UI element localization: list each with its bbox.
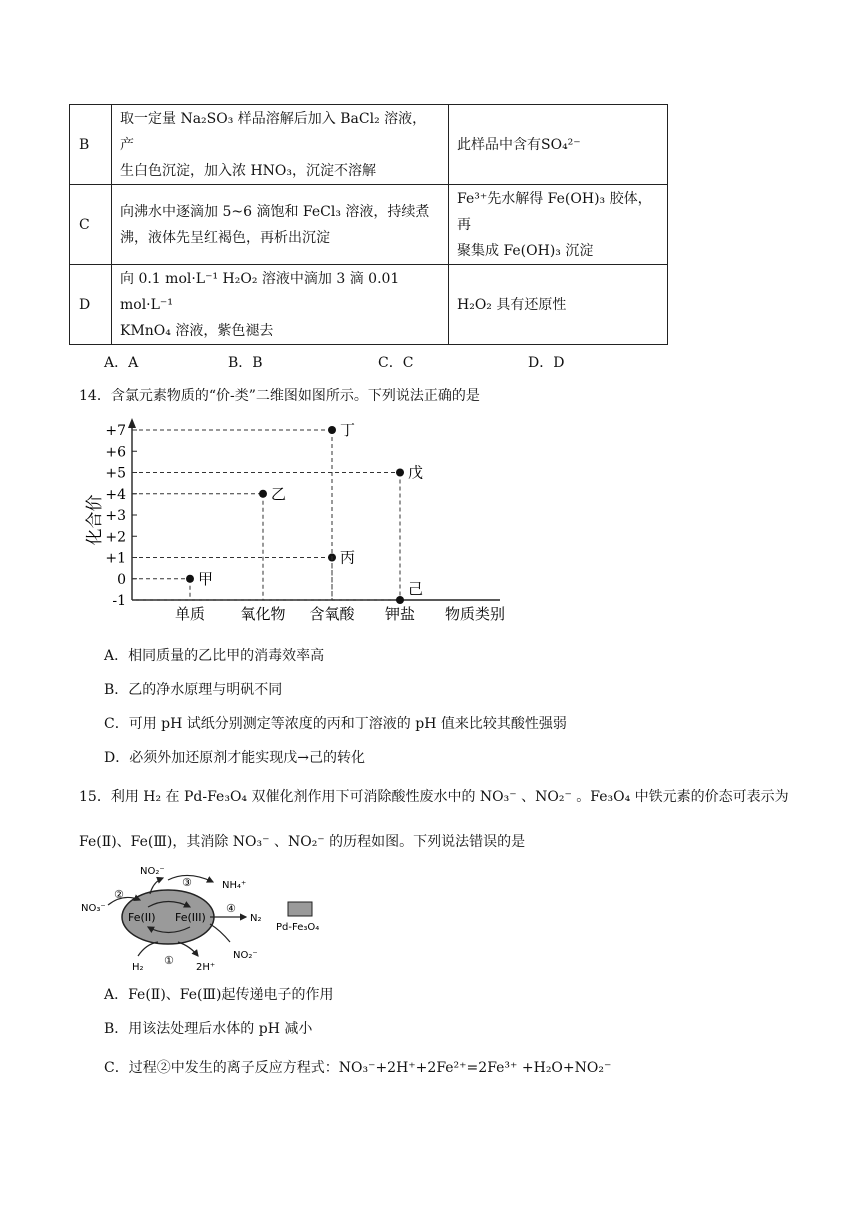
- operation-line: 取一定量 Na₂SO₃ 样品溶解后加入 BaCl₂ 溶液，产: [120, 110, 427, 153]
- y-axis-label: 化合价: [85, 494, 105, 546]
- mechanism-diagram: [78, 860, 348, 975]
- x-tick-label: 含氧酸: [309, 605, 355, 623]
- table-row: [70, 265, 668, 345]
- step4-label: ④: [226, 902, 236, 915]
- y-tick-label: +6: [105, 444, 126, 461]
- operation-cell: [112, 105, 449, 185]
- x-tick-label: 氧化物: [240, 605, 286, 623]
- q14-stem: 14．含氯元素物质的“价-类”二维图如图所示。下列说法正确的是: [79, 388, 480, 404]
- no2-bottom-label: NO₂⁻: [233, 950, 258, 961]
- q15-stem-line2: Fe(Ⅱ)、Fe(Ⅲ)，其消除 NO₃⁻ 、NO₂⁻ 的历程如图。下列说法错误的是: [79, 834, 526, 850]
- q14-choice-a[interactable]: A．相同质量的乙比甲的消毒效率高: [104, 648, 325, 664]
- conclusion-line: H₂O₂ 具有还原性: [457, 296, 567, 313]
- y-tick-label: +1: [105, 550, 126, 567]
- q14-choice-b[interactable]: B．乙的净水原理与明矾不同: [104, 682, 283, 698]
- option-a[interactable]: A．A: [104, 355, 139, 371]
- y-tick-label: -1: [112, 593, 126, 609]
- operation-cell: [112, 185, 449, 265]
- point-label: 乙: [271, 484, 287, 503]
- h2-label: H₂: [132, 962, 144, 973]
- operation-line: KMnO₄ 溶液，紫色褪去: [120, 322, 274, 339]
- data-point: [186, 575, 194, 583]
- row-label: D: [70, 265, 112, 345]
- option-b[interactable]: B．B: [228, 355, 263, 371]
- conclusion-line: 聚集成 Fe(OH)₃ 沉淀: [457, 242, 594, 259]
- q15-choice-a[interactable]: A．Fe(Ⅱ)、Fe(Ⅲ)起传递电子的作用: [104, 987, 334, 1003]
- fe3-label: Fe(III): [175, 911, 206, 924]
- table-row: [70, 105, 668, 185]
- y-tick-label: 0: [117, 571, 126, 588]
- data-point: [328, 426, 336, 434]
- row-label: C: [70, 185, 112, 265]
- n2-label: N₂: [250, 913, 262, 924]
- no3-label: NO₃⁻: [81, 903, 106, 914]
- experiment-table: [69, 104, 668, 345]
- h2-arrow: [138, 942, 158, 956]
- data-point: [396, 596, 404, 604]
- y-axis-arrowhead: [128, 418, 136, 428]
- y-tick-label: +7: [105, 423, 126, 439]
- point-label: 甲: [198, 569, 214, 588]
- no2-top-label: NO₂⁻: [140, 866, 165, 877]
- point-label: 己: [408, 580, 424, 598]
- table-row: [70, 185, 668, 265]
- step2-label: ②: [114, 888, 124, 901]
- option-c[interactable]: C．C: [378, 355, 414, 371]
- valence-class-chart: [80, 410, 520, 625]
- data-point: [396, 469, 404, 477]
- conclusion-cell: [449, 265, 668, 345]
- operation-line: 向沸水中逐滴加 5~6 滴饱和 FeCl₃ 溶液，持续煮: [120, 203, 430, 220]
- operation-line: 沸，液体先呈红褐色，再析出沉淀: [120, 229, 330, 246]
- h-plus-label: 2H⁺: [196, 962, 216, 973]
- row-label: B: [70, 105, 112, 185]
- q14-choice-c[interactable]: C．可用 pH 试纸分别测定等浓度的丙和丁溶液的 pH 值来比较其酸性强弱: [104, 716, 567, 732]
- y-tick-label: +3: [105, 508, 126, 524]
- y-tick-label: +4: [105, 486, 126, 503]
- x-tick-label: 钾盐: [384, 605, 416, 623]
- data-point: [259, 490, 267, 498]
- no2-in-arrow: [210, 924, 230, 942]
- point-label: 戊: [408, 463, 424, 482]
- q15-stem-line1: 15．利用 H₂ 在 Pd-Fe₃O₄ 双催化剂作用下可消除酸性废水中的 NO₃⁻ 、NO₂⁻ 。Fe₃O₄ 中铁元素的价态可表示为: [79, 789, 789, 805]
- conclusion-line: Fe³⁺先水解得 Fe(OH)₃ 胶体，再: [457, 190, 652, 233]
- operation-cell: [112, 265, 449, 345]
- option-d[interactable]: D．D: [528, 355, 565, 371]
- step1-label: ①: [164, 954, 174, 967]
- conclusion-cell: [449, 105, 668, 185]
- q15-choice-c[interactable]: C．过程②中发生的离子反应方程式：NO₃⁻+2H⁺+2Fe²⁺=2Fe³⁺ +H₂O+NO₂⁻: [104, 1060, 612, 1076]
- q14-choice-d[interactable]: D．必须外加还原剂才能实现戊→己的转化: [104, 750, 365, 766]
- y-tick-label: +2: [105, 529, 126, 546]
- y-tick-label: +5: [105, 465, 126, 482]
- conclusion-cell: [449, 185, 668, 265]
- legend-label: Pd-Fe₃O₄: [276, 922, 320, 933]
- point-label: 丙: [340, 548, 356, 567]
- q15-choice-b[interactable]: B．用该法处理后水体的 pH 减小: [104, 1021, 313, 1037]
- step1-arrow: [178, 942, 198, 956]
- conclusion-line: 此样品中含有SO₄²⁻: [457, 136, 581, 153]
- fe2-label: Fe(II): [128, 911, 156, 924]
- x-axis-label: 物质类别: [444, 605, 506, 623]
- operation-line: 向 0.1 mol·L⁻¹ H₂O₂ 溶液中滴加 3 滴 0.01 mol·L⁻¹: [120, 270, 400, 313]
- operation-line: 生白色沉淀，加入浓 HNO₃，沉淀不溶解: [120, 162, 376, 179]
- x-tick-label: 单质: [174, 605, 206, 623]
- step3-label: ③: [182, 876, 192, 889]
- point-label: 丁: [340, 421, 356, 439]
- nh4-label: NH₄⁺: [222, 880, 247, 891]
- legend-swatch: [288, 902, 312, 916]
